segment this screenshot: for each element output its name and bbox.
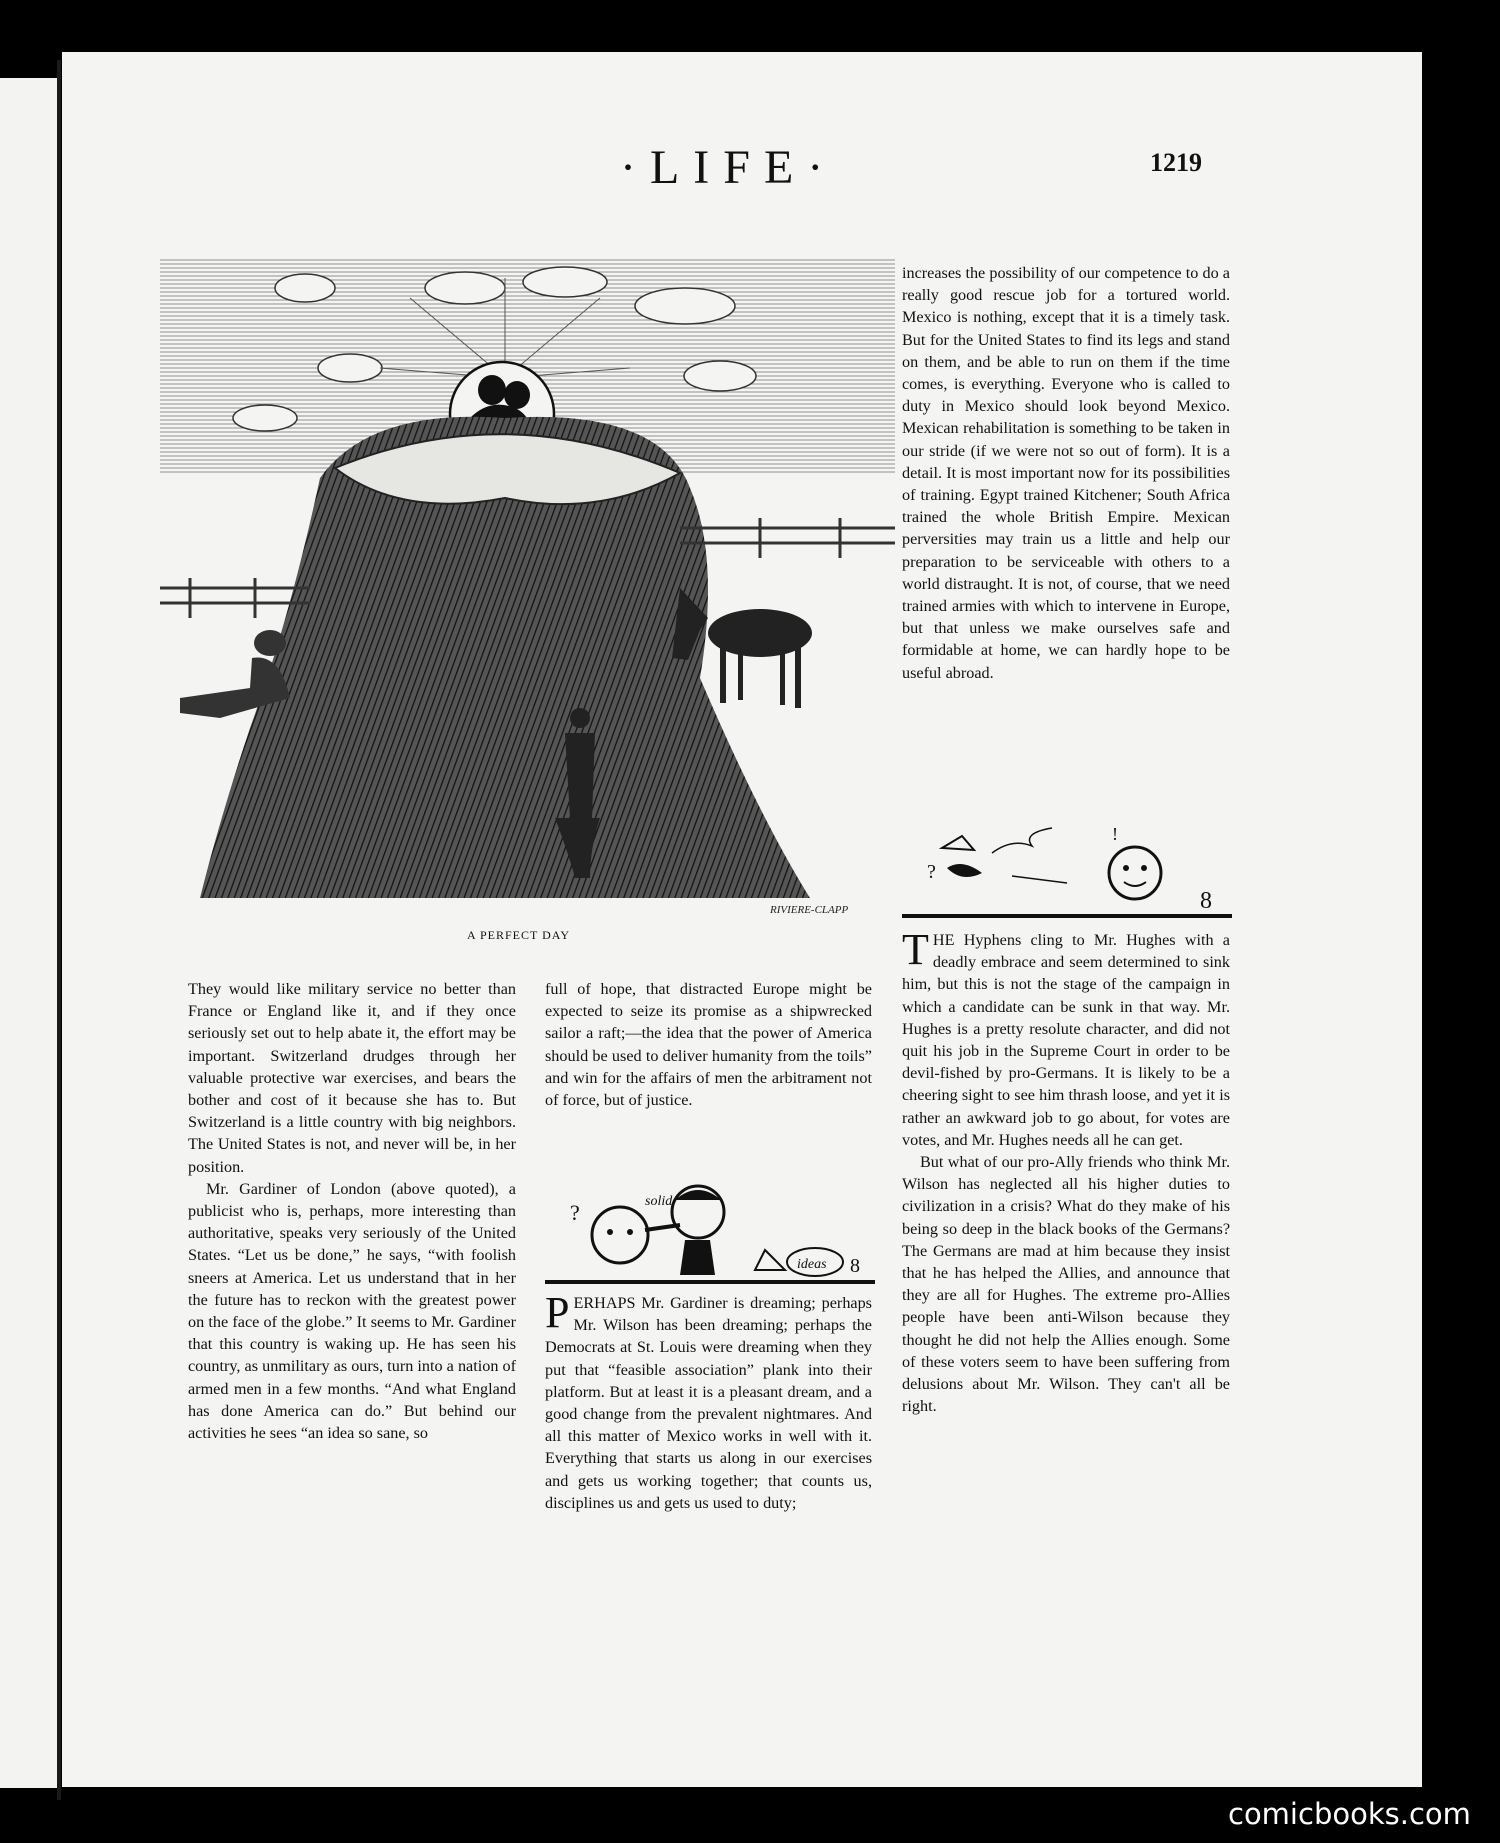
col2-paragraph-2	[545, 1288, 872, 1514]
svg-text:?: ?	[927, 861, 936, 883]
svg-text:8: 8	[850, 1255, 860, 1277]
column-2-lower	[545, 1288, 872, 1514]
dropcap-t: T	[902, 925, 929, 974]
col1-paragraph-1: They would like military service no better than France or England like it, and if they once seriously set out to help abate it, the effort may be important. Switzerland drudges through her valuable protective war exercises, and bears the bother and cost of it because she has to. But Switzerland is a little country with big neighbors. The United States is not, and never will be, in her position.	[188, 980, 516, 1176]
page-number: 1219	[1150, 148, 1202, 177]
col3-paragraph-1: increases the possibility of our competence to do a really good rescue job for a tortured world. Mexico is nothing, except that it is a timely task. But for the United States to find its legs and stand on them, and be able to run on them if the time comes, is everything. Everyone who is called to duty in Mexico should look beyond Mexico. Mexican rehabilitation is something to be taken in our stride (if we were not so out of form). It is a detail. It is most important now for its possibilities of training. Egypt trained Kitchener; South Africa trained the whole British Empire. Mexican perversities may train us a little and help our preparation to be serviceable with others to a world distraught. It is not, of course, that we need trained armies with which to intervene in Europe, but that unless we make ourselves safe and formidable at home, we can hardly hope to be useful abroad.	[902, 264, 1230, 682]
col3-paragraph-2-text: HE Hyphens cling to Mr. Hughes with a deadly embrace and seem determined to sink him, but this is not the stage of the campaign in which a candidate can be sunk in that way. Mr. Hughes is a pretty resolute character, and did not quit his job in the Supreme Court in order to be devil-fished by pro-Germans. It is likely to be a cheering sight to see him thrash loose, and yet it is rather an awkward job to go about, for votes are votes, and Mr. Hughes needs all he can get.	[902, 931, 1230, 1149]
svg-text:?: ?	[570, 1200, 580, 1225]
hyphen-cartoon	[902, 818, 1232, 920]
col3-paragraph-3: But what of our pro-Ally friends who think Mr. Wilson has neglected all his higher duties to civilization in a crisis? What do they make of his being so deep in the black books of the Germans? The Germans are mad at him because they insist that he has helped the Allies, and announce that they are all for Hughes. The extreme pro-Allies people have been anti-Wilson because they thought he did not help the Allies enough. Some of these voters seem to have been suffering from delusions about Mr. Wilson. They can't all be right.	[902, 1153, 1230, 1416]
col1-paragraph-2: Mr. Gardiner of London (above quoted), a publicist who is, perhaps, more interesting than authoritative, speaks very seriously of the United States. “Let us be done,” he says, “with foolish sneers at America. Let us understand that in her the future has to reckon with the greatest power on the face of the globe.” It seems to Mr. Gardiner that this country is waking up. He has seen his country, as unmilitary as ours, turn into a nation of armed men in a few months. “And what England has done America can do.” But behind our activities he sees “an idea so sane, so	[188, 1179, 516, 1443]
col3-paragraph-2	[902, 925, 1230, 1151]
column-1	[188, 978, 516, 1444]
perfect-day-illustration	[160, 258, 895, 918]
column-3	[902, 262, 1230, 684]
solid-label: solid	[645, 1194, 673, 1209]
column-2	[545, 978, 872, 1111]
gutter-rule	[57, 60, 61, 1800]
dropcap-p: P	[545, 1288, 570, 1337]
site-watermark: comicbooks.com	[1228, 1797, 1471, 1831]
right-border	[1422, 52, 1500, 1787]
artist-signature: RIVIERE-CLAPP	[770, 904, 849, 916]
svg-text:!: !	[1112, 824, 1118, 844]
masthead-title: ·LIFE·	[620, 141, 838, 194]
illustration-caption: A PERFECT DAY	[467, 928, 571, 942]
solid-ideas-cartoon	[545, 1180, 875, 1288]
col2-paragraph-2-text: ERHAPS Mr. Gardiner is dreaming; perhaps Mr. Wilson has been dreaming; perhaps the Democrats at St. Louis were dreaming when they put that “feasible association” plank into their platform. But at least it is a pleasant dream, and a good change from the prevalent nightmares. And all this matter of Mexico works in well with it. Everything that starts us along in our exercises and gets us working together; that counts us, disciplines us and gets us used to duty;	[545, 1294, 872, 1512]
left-page-edge	[0, 78, 57, 1788]
column-3-lower	[902, 925, 1230, 1417]
col2-paragraph-1: full of hope, that distracted Europe might be expected to seize its promise as a shipwrecked sailor a raft;—the idea that the power of America should be used to deliver humanity from the toils” and win for the affairs of men the arbitrament not of force, but of justice.	[545, 980, 872, 1110]
ideas-label: ideas	[797, 1257, 827, 1272]
svg-text:8: 8	[1200, 888, 1212, 914]
